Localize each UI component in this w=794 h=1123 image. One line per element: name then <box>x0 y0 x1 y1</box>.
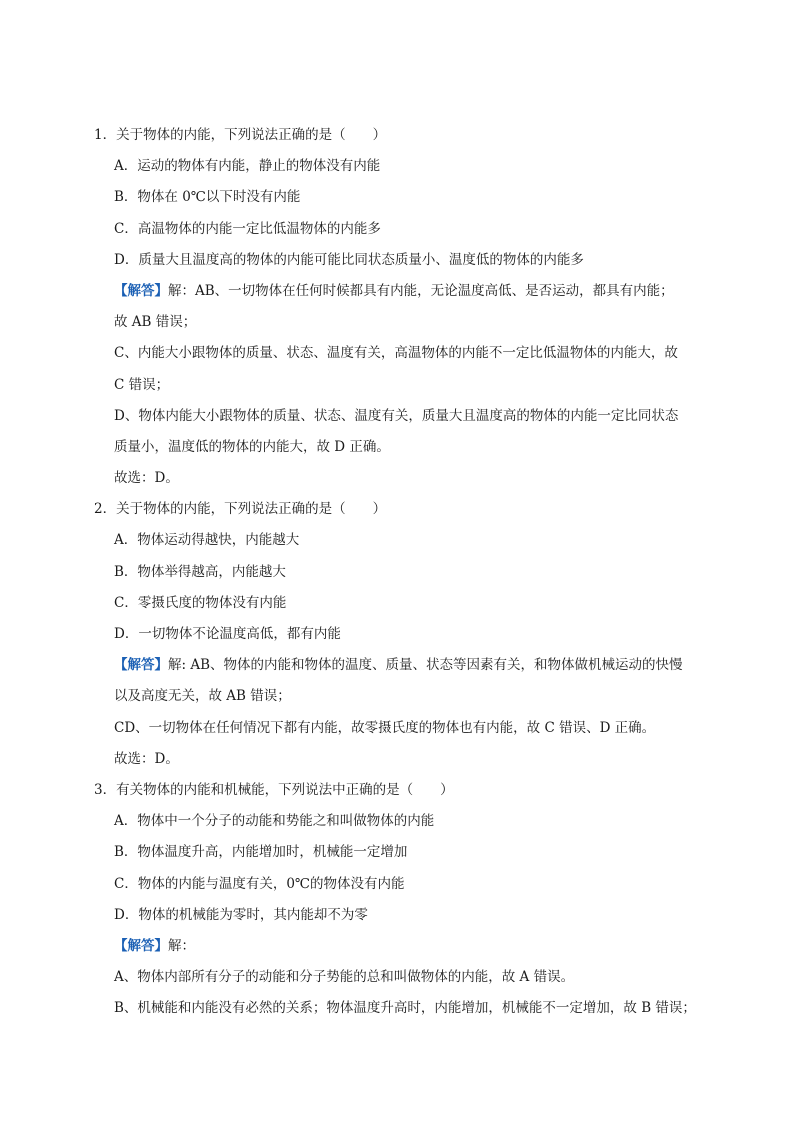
line-text: A．物体运动得越快，内能越大 <box>114 532 300 549</box>
text-line <box>94 245 714 276</box>
line-text: C 错误； <box>114 376 170 393</box>
line-text: B．物体举得越高，内能越大 <box>114 563 286 580</box>
text-line <box>94 588 714 619</box>
text-line <box>94 837 714 868</box>
line-text: 故选：D。 <box>114 470 179 487</box>
question-list <box>94 120 714 1024</box>
answer-tag: 【解答】 <box>114 282 168 299</box>
text-line <box>94 151 714 182</box>
line-text: B．物体在 0℃以下时没有内能 <box>114 189 301 206</box>
line-text: D、物体内能大小跟物体的质量、状态、温度有关，质量大且温度高的物体的内能一定比同状态 <box>114 407 679 424</box>
line-text: CD、一切物体在任何情况下都有内能，故零摄氏度的物体也有内能，故 C 错误、D 正确。 <box>114 719 656 736</box>
line-text: D．质量大且温度高的物体的内能可能比同状态质量小、温度低的物体的内能多 <box>114 251 584 268</box>
text-line <box>94 713 714 744</box>
line-text: B．物体温度升高，内能增加时，机械能一定增加 <box>114 844 408 861</box>
text-line <box>94 370 714 401</box>
text-line <box>94 681 714 712</box>
line-text: 以及高度无关，故 AB 错误； <box>114 688 291 705</box>
text-line <box>94 214 714 245</box>
line-text: 1．关于物体的内能，下列说法正确的是（ ） <box>94 127 387 143</box>
line-text: D．一切物体不论温度高低，都有内能 <box>114 626 341 642</box>
answer-line <box>94 276 714 307</box>
line-text: 解：AB、一切物体在任何时候都具有内能，无论温度高低、是否运动，都具有内能； <box>168 282 674 299</box>
question-stem <box>94 120 714 151</box>
line-text: C．物体的内能与温度有关，0℃的物体没有内能 <box>114 875 405 892</box>
text-line <box>94 307 714 338</box>
text-line <box>94 463 714 494</box>
line-text: 故选：D。 <box>114 750 179 767</box>
line-text: C．零摄氏度的物体没有内能 <box>114 594 287 611</box>
line-text: 故 AB 错误； <box>114 314 197 331</box>
text-line <box>94 525 714 556</box>
line-text: D．物体的机械能为零时，其内能却不为零 <box>114 906 368 923</box>
text-line <box>94 806 714 837</box>
question-stem <box>94 494 714 525</box>
line-text: 解: AB、物体的内能和物体的温度、质量、状态等因素有关，和物体做机械运动的快慢 <box>168 657 683 674</box>
text-line <box>94 869 714 900</box>
line-text: 3．有关物体的内能和机械能，下列说法中正确的是（ ） <box>94 781 454 798</box>
text-line <box>94 432 714 463</box>
line-text: C．高温物体的内能一定比低温物体的内能多 <box>114 220 381 237</box>
line-text: 解： <box>168 937 195 954</box>
line-text: B、机械能和内能没有必然的关系；物体温度升高时，内能增加，机械能不一定增加，故 B 错误； <box>114 1000 696 1017</box>
text-line <box>94 619 714 650</box>
line-text: A．运动的物体有内能，静止的物体没有内能 <box>114 158 381 175</box>
text-line <box>94 557 714 588</box>
question-stem <box>94 775 714 806</box>
answer-tag: 【解答】 <box>114 657 168 674</box>
text-line <box>94 182 714 213</box>
text-line <box>94 401 714 432</box>
answer-tag: 【解答】 <box>114 937 168 954</box>
text-line <box>94 900 714 931</box>
line-text: A、物体内部所有分子的动能和分子势能的总和叫做物体的内能，故 A 错误。 <box>114 969 575 986</box>
answer-line <box>94 931 714 962</box>
answer-line <box>94 650 714 681</box>
text-line <box>94 962 714 993</box>
line-text: 质量小，温度低的物体的内能大，故 D 正确。 <box>114 438 390 455</box>
text-line <box>94 993 714 1024</box>
line-text: A．物体中一个分子的动能和势能之和叫做物体的内能 <box>114 813 435 830</box>
line-text: C、内能大小跟物体的质量、状态、温度有关，高温物体的内能不一定比低温物体的内能大，故 <box>114 345 678 362</box>
text-line <box>94 744 714 775</box>
line-text: 2．关于物体的内能，下列说法正确的是（ ） <box>94 501 387 518</box>
text-line <box>94 338 714 369</box>
